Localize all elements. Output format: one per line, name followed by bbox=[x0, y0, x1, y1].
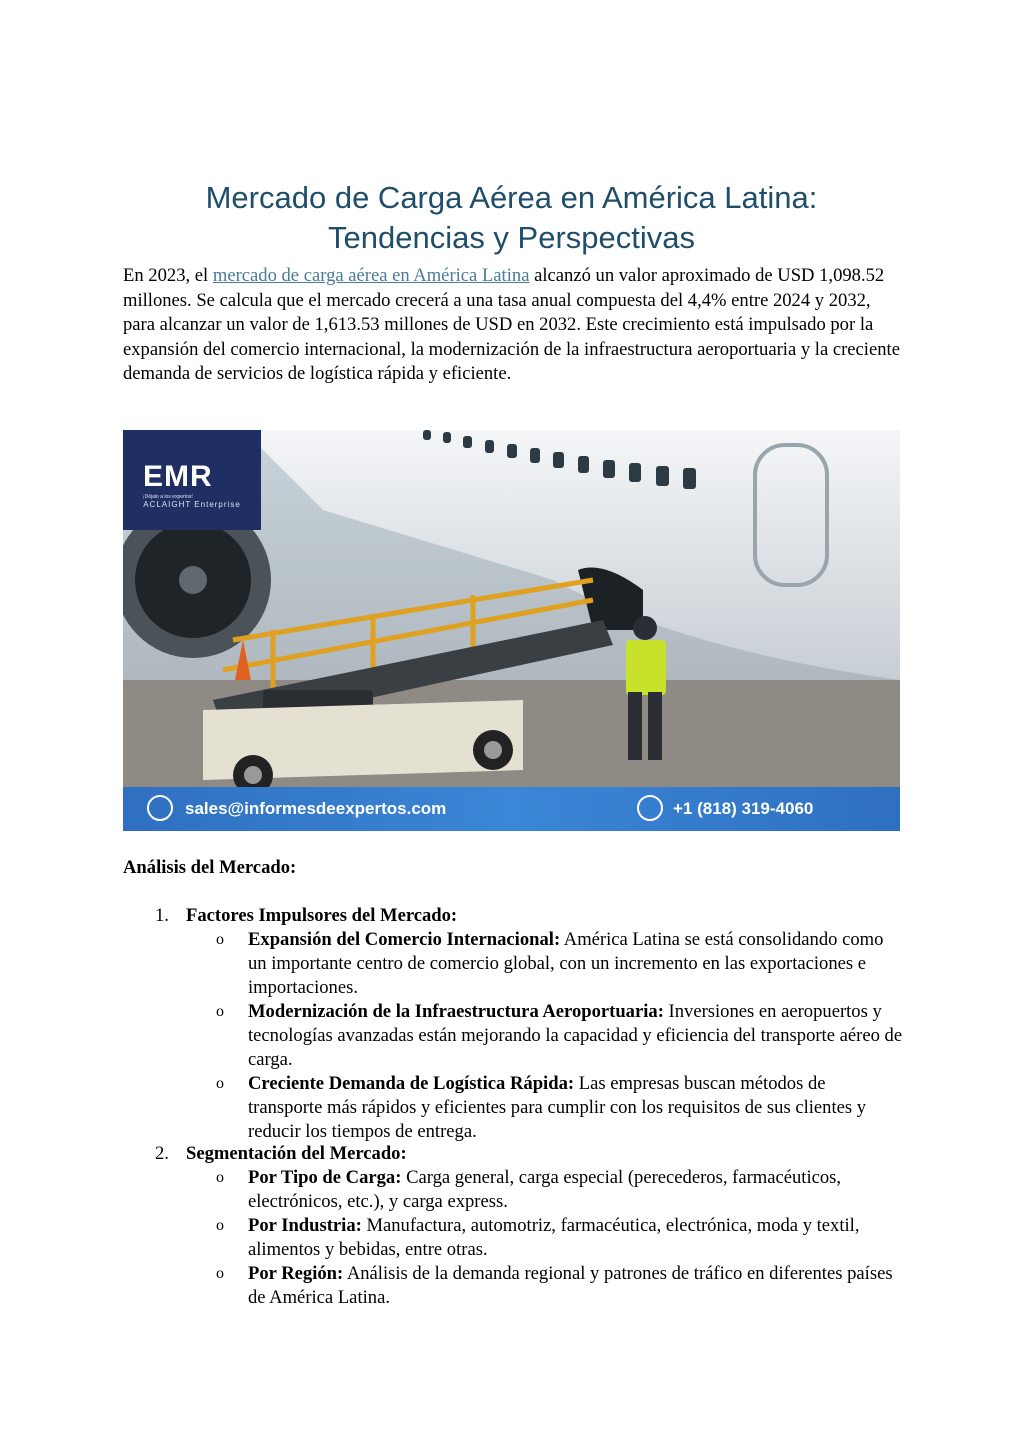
item-text: Inversiones en aeropuertos y tecnologías avanzadas están mejorando la capacidad y eficiencia del transporte aéreo de carga. bbox=[248, 1001, 903, 1070]
item-label: Modernización de la Infraestructura Aeroportuaria: bbox=[248, 1001, 664, 1022]
intro-paragraph bbox=[123, 264, 903, 387]
contact-phone[interactable]: +1 (818) 319-4060 bbox=[673, 799, 814, 818]
list-item bbox=[248, 1000, 903, 1072]
mail-icon bbox=[147, 795, 173, 821]
bullet: o bbox=[216, 1169, 224, 1186]
bullet: o bbox=[216, 1075, 224, 1092]
section-1-number: 1. bbox=[155, 905, 169, 926]
item-text: Las empresas buscan métodos de transporte más rápidos y eficientes para cumplir con los requisitos de sus clientes y reducir los tiempos de entrega. bbox=[248, 1073, 867, 1142]
logo-tagline: ¡Déjalo a los expertos! bbox=[143, 494, 193, 500]
market-link[interactable]: mercado de carga aérea en América Latina bbox=[212, 265, 530, 286]
item-text: Manufactura, automotriz, farmacéutica, electrónica, moda y textil, alimentos y bebidas, entre otras. bbox=[248, 1215, 860, 1260]
item-text: Análisis de la demanda regional y patrones de tráfico en diferentes países de América Latina. bbox=[248, 1263, 893, 1308]
item-label: Por Tipo de Carga: bbox=[248, 1167, 402, 1188]
page-title bbox=[123, 178, 900, 258]
item-text: Carga general, carga especial (perecederos, farmacéuticos, electrónicos, etc.), y carga express. bbox=[248, 1167, 842, 1212]
section-2-number: 2. bbox=[155, 1143, 169, 1164]
item-label: Por Industria: bbox=[248, 1215, 362, 1236]
analysis-heading: Análisis del Mercado: bbox=[123, 857, 297, 878]
logo-text: EMR bbox=[143, 460, 213, 493]
title-line-1: Mercado de Carga Aérea en América Latina: bbox=[205, 179, 818, 215]
intro-suffix: alcanzó un valor aproximado de USD 1,098.52 millones. Se calcula que el mercado crecerá a una tasa anual compuesta del 4,4% entre 2024 y 2032, para alcanzar un valor de 1,613.53 millones de USD en 2032. Este crecimiento está impulsado por la expansión del comercio internacional, la modernización de la infraestructura aeroportuaria y la creciente demanda de servicios de logística rápida y eficiente. bbox=[123, 265, 900, 384]
bullet: o bbox=[216, 1217, 224, 1234]
item-label: Por Región: bbox=[248, 1263, 344, 1284]
section-2-heading: Segmentación del Mercado: bbox=[186, 1143, 407, 1164]
contact-email[interactable]: sales@informesdeexpertos.com bbox=[185, 799, 447, 818]
list-item bbox=[248, 1262, 903, 1310]
bullet: o bbox=[216, 1265, 224, 1282]
phone-icon bbox=[637, 795, 663, 821]
list-item bbox=[248, 928, 903, 1000]
bullet: o bbox=[216, 1003, 224, 1020]
contact-bar bbox=[123, 787, 900, 831]
bullet: o bbox=[216, 931, 224, 948]
cargo-banner-image bbox=[123, 430, 900, 831]
list-item bbox=[248, 1072, 903, 1144]
item-text: América Latina se está consolidando como un importante centro de comercio global, con un incremento en las exportaciones e importaciones. bbox=[248, 929, 884, 998]
emr-logo bbox=[123, 430, 261, 530]
section-1-heading: Factores Impulsores del Mercado: bbox=[186, 905, 458, 926]
list-item bbox=[248, 1214, 903, 1262]
list-item bbox=[248, 1166, 903, 1214]
intro-prefix: En 2023, el bbox=[123, 265, 213, 286]
item-label: Creciente Demanda de Logística Rápida: bbox=[248, 1073, 575, 1094]
title-line-2: Tendencias y Perspectivas bbox=[327, 219, 696, 255]
logo-subtitle: ACLAIGHT Enterprise bbox=[143, 500, 241, 509]
item-label: Expansión del Comercio Internacional: bbox=[248, 929, 561, 950]
